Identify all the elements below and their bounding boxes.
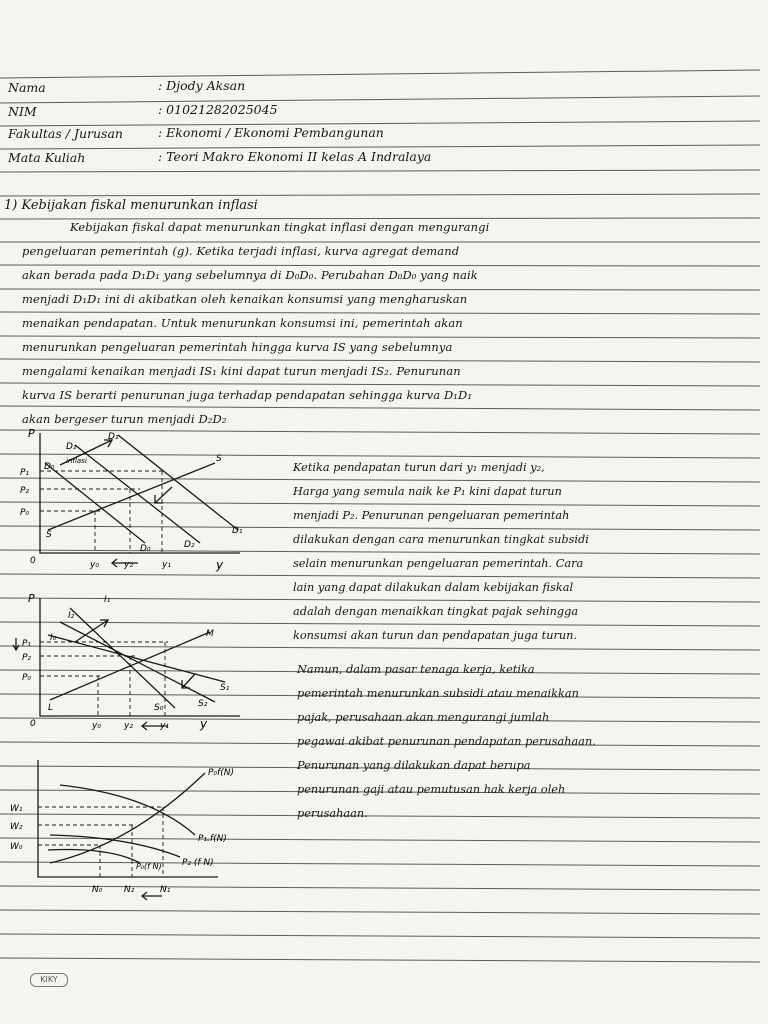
right-text-line: penurunan gaji atau pemutusan hak kerja oleh (297, 783, 566, 796)
paragraph-line: akan bergeser turun menjadi D₂D₂ (22, 412, 227, 426)
wage-label: W₁ (10, 804, 23, 814)
paragraph-line: akan berada pada D₁D₁ yang sebelumnya di D₀D₀. Perubahan D₀D₀ yang naik (22, 268, 478, 282)
curve-s (48, 463, 215, 530)
curve-label: S₁ (220, 683, 230, 693)
labor-label: N₂ (124, 885, 135, 895)
note-label: inflasi (66, 457, 87, 465)
course-label: Mata Kuliah (8, 150, 86, 165)
curve-label: S (46, 530, 52, 540)
curve-label: D₂ (184, 540, 195, 550)
price-label: P₁ (22, 639, 32, 649)
curve-label: D₂ (66, 442, 77, 452)
faculty-label: Fakultas / Jurusan (8, 126, 123, 141)
right-text-line: pegawai akibat penurunan pendapatan perusahaan. (297, 735, 596, 748)
labor-label: N₁ (160, 885, 171, 895)
paragraph-line: pengeluaran pemerintah (g). Ketika terjadi inflasi, kurva agregat demand (22, 244, 460, 258)
paragraph-line: menurunkan pengeluaran pemerintah hingga kurva IS yang sebelumnya (22, 340, 453, 354)
right-text-line: lain yang dapat dilakukan dalam kebijakan fiskal (293, 581, 574, 594)
paragraph-line: Kebijakan fiskal dapat menurunkan tingkat inflasi dengan mengurangi (70, 220, 490, 234)
curve-s1 (48, 635, 225, 682)
paragraph-line: menjadi D₁D₁ ini di akibatkan oleh kenaikan konsumsi yang mengharuskan (22, 292, 468, 306)
curve-label: I₂ (68, 611, 75, 621)
curve-label: D₀ (140, 544, 151, 554)
income-label: y₂ (124, 560, 133, 570)
curve-p0-demand (48, 850, 140, 863)
right-text-line: konsumsi akan turun dan pendapatan juga turun. (293, 629, 578, 642)
axis-x-label: y (216, 558, 224, 572)
right-text-line: pemerintah menurunkan subsidi atau menaikkan (297, 687, 579, 700)
nim-value: : 01021282025045 (158, 102, 278, 117)
notebook-brand-logo: KIKY (30, 973, 68, 987)
right-text-line: adalah dengan menaikkan tingkat pajak sehingga (293, 605, 579, 618)
curve-p1-demand (60, 785, 195, 835)
right-text-line: Ketika pendapatan turun dari y₁ menjadi y₂, (293, 461, 545, 474)
origin-label: 0 (30, 719, 36, 729)
income-label: y₁ (162, 560, 171, 570)
arrow-head-icon (100, 620, 108, 627)
axis-y-label: P (28, 427, 35, 440)
curve-label: S₀ (154, 703, 164, 713)
paragraph-line: mengalami kenaikan menjadi IS₁ kini dapat turun menjadi IS₂. Penurunan (22, 364, 461, 378)
curve-label: I₀ (50, 633, 57, 643)
income-label: y₀ (92, 721, 101, 731)
right-text-line: Penurunan yang dilakukan dapat berupa (297, 759, 531, 772)
name-label: Nama (8, 80, 46, 95)
section-title: 1) Kebijakan fiskal menurunkan inflasi (4, 198, 258, 213)
income-label: y₁ (160, 721, 169, 731)
income-label: y₂ (124, 721, 133, 731)
faculty-value: : Ekonomi / Ekonomi Pembangunan (158, 125, 384, 140)
curve-d1 (118, 435, 238, 530)
curve-label: L (48, 703, 54, 713)
right-text-line: Harga yang semula naik ke P₁ kini dapat turun (293, 485, 562, 498)
graph-labor-market (0, 755, 290, 910)
axis-x-label: y (200, 717, 208, 731)
right-text-line: Namun, dalam pasar tenaga kerja, ketika (297, 663, 535, 676)
curve-label: S (216, 454, 222, 464)
curve-label: P₂ (f N) (182, 858, 214, 868)
right-text-line: perusahaan. (297, 807, 368, 820)
origin-label: 0 (30, 556, 36, 566)
price-label: P₀ (20, 508, 30, 518)
curve-label: P₀f(N) (208, 768, 234, 778)
graph-is-lm (0, 590, 290, 740)
curve-label: D₀ (44, 462, 55, 472)
axis-y-label: P (28, 592, 35, 605)
nim-label: NIM (8, 104, 37, 119)
curve-label: S₂ (198, 699, 208, 709)
right-text-line: dilakukan dengan cara menurunkan tingkat subsidi (293, 533, 589, 546)
right-text-line: menjadi P₂. Penurunan pengeluaran pemerintah (293, 509, 570, 522)
price-label: P₂ (20, 486, 30, 496)
curve-label: D₁ (232, 526, 243, 536)
curve-label: P₀(f N) (136, 862, 162, 871)
price-label: P₂ (22, 653, 32, 663)
right-text-line: selain menurunkan pengeluaran pemerintah. Cara (293, 557, 584, 570)
curve-label: P₁.f(N) (198, 834, 227, 844)
price-label: P₀ (22, 673, 32, 683)
curve-label: D₁ (108, 432, 119, 442)
curve-s0 (70, 608, 175, 708)
shift-arrow-down (182, 674, 195, 688)
paragraph-line: menaikan pendapatan. Untuk menurunkan konsumsi ini, pemerintah akan (22, 316, 463, 330)
curve-s2 (60, 622, 215, 702)
price-label: P₁ (20, 468, 30, 478)
course-value: : Teori Makro Ekonomi II kelas A Indralaya (158, 149, 432, 164)
labor-label: N₀ (92, 885, 103, 895)
graph-ad-as (0, 425, 290, 575)
shift-arrow-down (155, 487, 172, 503)
curve-label: M (206, 629, 214, 639)
curve-label: I₁ (104, 595, 111, 605)
wage-label: W₂ (10, 822, 23, 832)
paragraph-line: kurva IS berarti penurunan juga terhadap pendapatan sehingga kurva D₁D₁ (22, 388, 473, 402)
income-label: y₀ (90, 560, 99, 570)
name-value: : Djody Aksan (158, 78, 246, 93)
right-text-line: pajak, perusahaan akan mengurangi jumlah (297, 711, 550, 724)
wage-label: W₀ (10, 842, 23, 852)
